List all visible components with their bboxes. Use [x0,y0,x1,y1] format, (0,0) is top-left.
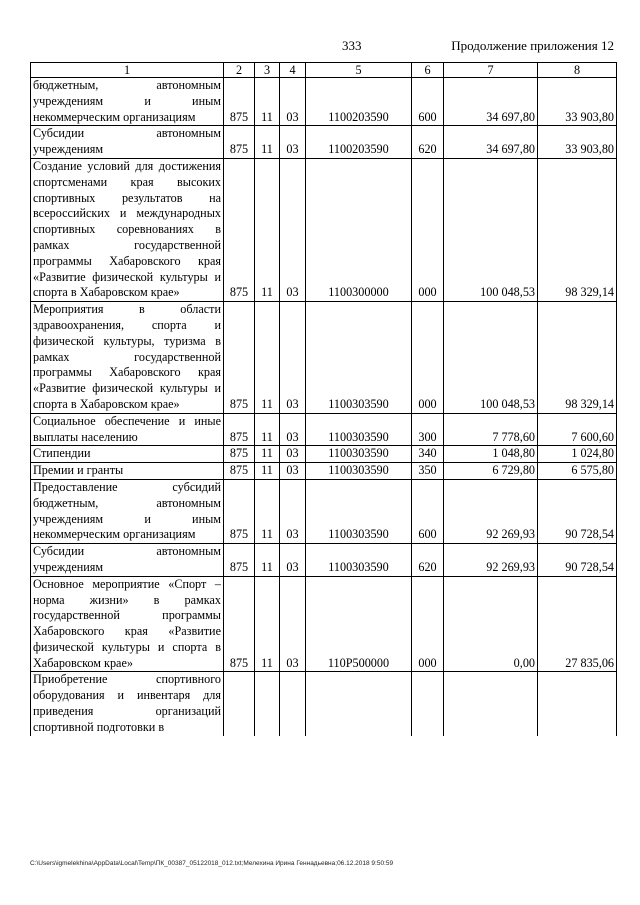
cell-expense-type: 620 [412,544,444,577]
cell-ministry-code: 875 [224,158,255,301]
cell-subsection: 03 [280,126,306,159]
table-row [31,413,617,446]
row-name: Премии и гранты [31,463,224,480]
column-header: 7 [444,63,538,78]
cell-ministry-code: 875 [224,446,255,463]
cell-target-article: 110P500000 [306,576,412,672]
table-row [31,463,617,480]
row-name: Предоставление субсидий бюджетным, автономным учреждениям и иным некоммерческим организациям [31,479,224,543]
cell-amount-2: 6 575,80 [538,463,617,480]
cell-section: 11 [255,413,280,446]
cell-expense-type: 000 [412,158,444,301]
cell-amount-1: 92 269,93 [444,544,538,577]
file-path-footer: C:\Users\igmelekhina\AppData\Local\Temp\ПК_00387_05122018_012.txt;Мелехина Ирина Геннадьевна;06.12.2018 9:50:59 [30,860,394,867]
row-name: Социальное обеспечение и иные выплаты населению [31,413,224,446]
cell-section [255,672,280,736]
cell-expense-type: 600 [412,78,444,126]
cell-amount-1: 34 697,80 [444,126,538,159]
cell-section: 11 [255,576,280,672]
cell-expense-type: 000 [412,302,444,414]
cell-amount-2: 1 024,80 [538,446,617,463]
cell-expense-type: 340 [412,446,444,463]
cell-section: 11 [255,479,280,543]
cell-ministry-code: 875 [224,463,255,480]
cell-section: 11 [255,446,280,463]
cell-ministry-code: 875 [224,479,255,543]
cell-section: 11 [255,126,280,159]
cell-subsection: 03 [280,78,306,126]
cell-ministry-code: 875 [224,126,255,159]
row-name: Приобретение спортивного оборудования и инвентаря для приведения организаций спортивной подготовки в [31,672,224,736]
row-name: Создание условий для достижения спортсменами края высоких спортивных результатов на всероссийских и международных спортивных соревнованиях в рамках государственной программы Хабаровского края «Развитие физической культуры и спорта в Хабаровском крае» [31,158,224,301]
table-row [31,158,617,301]
column-header: 3 [255,63,280,78]
column-header: 4 [280,63,306,78]
page-number: 333 [342,38,362,53]
cell-target-article: 1100303590 [306,463,412,480]
cell-amount-2: 98 329,14 [538,302,617,414]
header-row [31,63,617,78]
table-row [31,446,617,463]
cell-expense-type: 600 [412,479,444,543]
cell-subsection: 03 [280,158,306,301]
cell-target-article: 1100203590 [306,126,412,159]
cell-expense-type: 300 [412,413,444,446]
cell-subsection: 03 [280,479,306,543]
cell-ministry-code: 875 [224,576,255,672]
cell-section: 11 [255,302,280,414]
cell-amount-1 [444,672,538,736]
cell-target-article: 1100303590 [306,446,412,463]
cell-amount-2: 7 600,60 [538,413,617,446]
cell-section: 11 [255,158,280,301]
cell-amount-2: 90 728,54 [538,544,617,577]
table-row [31,576,617,672]
cell-expense-type: 620 [412,126,444,159]
table-row [31,479,617,543]
cell-expense-type: 000 [412,576,444,672]
cell-ministry-code: 875 [224,78,255,126]
cell-ministry-code: 875 [224,302,255,414]
cell-ministry-code: 875 [224,544,255,577]
continuation-label: Продолжение приложения 12 [451,38,614,53]
table-row [31,78,617,126]
table-row [31,126,617,159]
row-name: Мероприятия в области здравоохранения, спорта и физической культуры, туризма в рамках государственной программы Хабаровского края «Развитие физической культуры и спорта в Хабаровском крае» [31,302,224,414]
row-name: бюджетным, автономным учреждениям и иным некоммерческим организациям [31,78,224,126]
cell-amount-2: 33 903,80 [538,126,617,159]
cell-subsection: 03 [280,463,306,480]
column-header: 1 [31,63,224,78]
cell-amount-1: 7 778,60 [444,413,538,446]
cell-target-article [306,672,412,736]
row-name: Субсидии автономным учреждениям [31,544,224,577]
column-header: 5 [306,63,412,78]
column-header: 6 [412,63,444,78]
cell-amount-1: 0,00 [444,576,538,672]
cell-target-article: 1100303590 [306,479,412,543]
cell-amount-1: 92 269,93 [444,479,538,543]
cell-subsection: 03 [280,576,306,672]
cell-subsection: 03 [280,446,306,463]
cell-amount-1: 100 048,53 [444,302,538,414]
cell-section: 11 [255,544,280,577]
row-name: Стипендии [31,446,224,463]
cell-target-article: 1100303590 [306,302,412,414]
cell-expense-type [412,672,444,736]
cell-ministry-code [224,672,255,736]
cell-section: 11 [255,78,280,126]
column-header: 8 [538,63,617,78]
cell-subsection: 03 [280,544,306,577]
cell-expense-type: 350 [412,463,444,480]
cell-ministry-code: 875 [224,413,255,446]
row-name: Основное мероприятие «Спорт – норма жизни» в рамках государственной программы Хабаровского края «Развитие физической культуры и спорта в Хабаровском крае» [31,576,224,672]
cell-amount-1: 6 729,80 [444,463,538,480]
cell-target-article: 1100300000 [306,158,412,301]
column-header: 2 [224,63,255,78]
cell-amount-2 [538,672,617,736]
cell-target-article: 1100203590 [306,78,412,126]
cell-section: 11 [255,463,280,480]
table-row [31,672,617,736]
budget-table [30,62,617,736]
cell-amount-1: 100 048,53 [444,158,538,301]
cell-subsection: 03 [280,302,306,414]
cell-amount-2: 33 903,80 [538,78,617,126]
cell-target-article: 1100303590 [306,544,412,577]
cell-subsection: 03 [280,413,306,446]
cell-amount-2: 98 329,14 [538,158,617,301]
cell-subsection [280,672,306,736]
table-row [31,544,617,577]
cell-amount-1: 34 697,80 [444,78,538,126]
cell-amount-2: 27 835,06 [538,576,617,672]
table-row [31,302,617,414]
cell-amount-1: 1 048,80 [444,446,538,463]
cell-amount-2: 90 728,54 [538,479,617,543]
cell-target-article: 1100303590 [306,413,412,446]
row-name: Субсидии автономным учреждениям [31,126,224,159]
